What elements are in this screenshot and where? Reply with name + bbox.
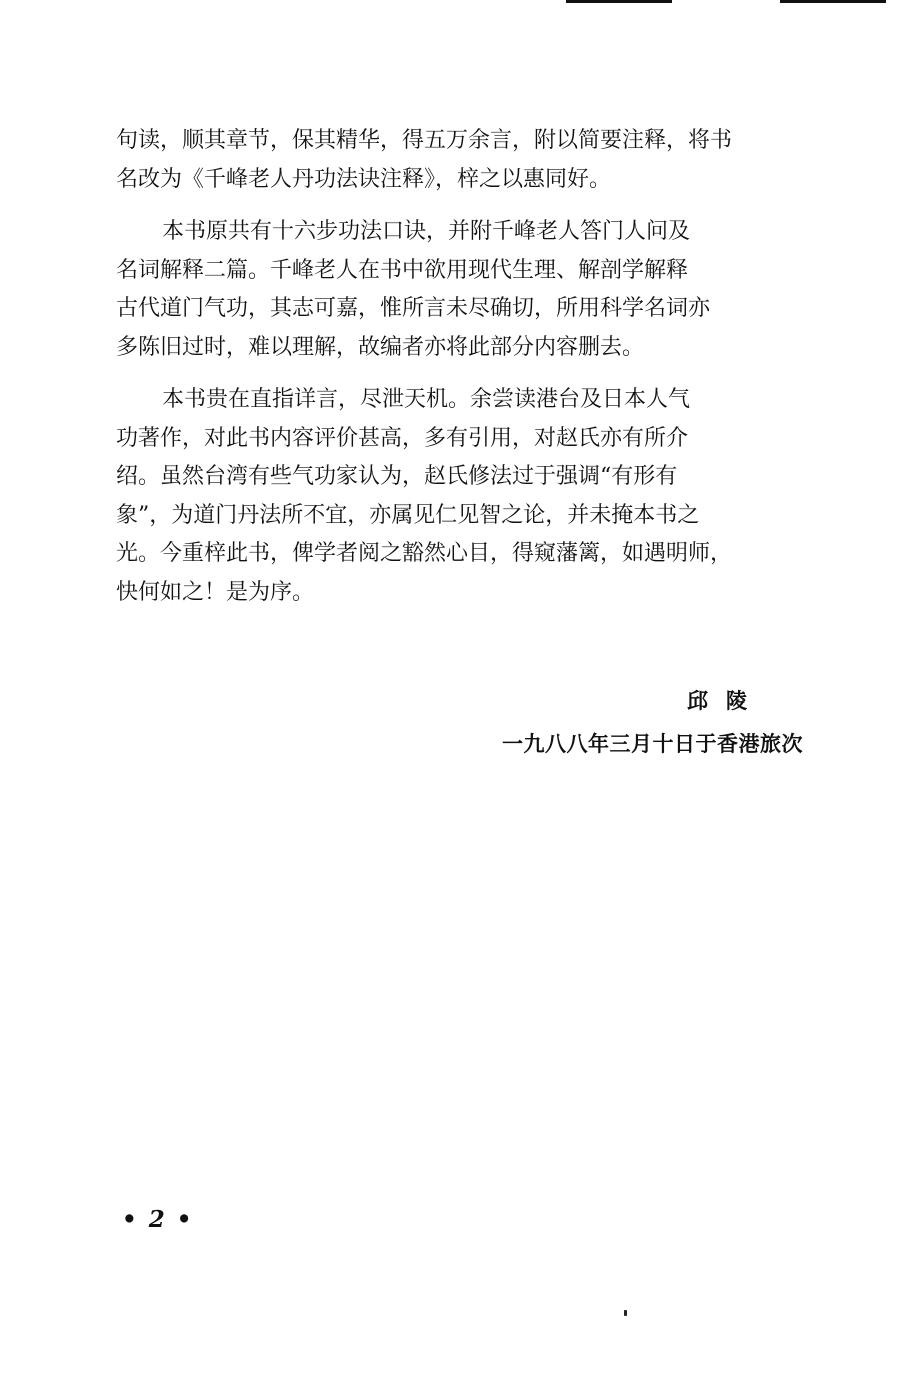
text-line: 本书贵在直指详言，尽泄天机。余尝读港台及日本人气 (162, 387, 691, 412)
text-line: 名改为《千峰老人丹功法诀注释》，梓之以惠同好。 (116, 166, 612, 192)
top-rule-left (566, 0, 672, 3)
signature-date: 一九八八年三月十日于香港旅次 (502, 731, 803, 756)
scan-mark (624, 1310, 627, 1316)
signature-author: 邱陵 (687, 688, 765, 713)
paragraph-2 (116, 213, 806, 367)
text-line: 句读，顺其章节，保其精华，得五万余言，附以简要注释，将书 (116, 128, 733, 153)
top-rule-right (780, 0, 886, 3)
page-number: • 2 • (122, 1206, 194, 1233)
text-line: 光。今重梓此书，俾学者阅之豁然心目，得窥藩篱，如遇明师， (116, 541, 733, 566)
text-line: 功著作，对此书内容评价甚高，多有引用，对赵氏亦有所介 (116, 425, 689, 451)
text-line: 古代道门气功，其志可嘉，惟所言未尽确切，所用科学名词亦 (116, 296, 711, 321)
paragraph-3 (116, 381, 806, 612)
text-line: 绍。虽然台湾有些气功家认为，赵氏修法过于强调“有形有 (116, 464, 678, 489)
text-line: 象”，为道门丹法所不宜，亦属见仁见智之论，并未掩本书之 (116, 502, 700, 528)
text-line: 名词解释二篇。千峰老人在书中欲用现代生理、解剖学解释 (116, 257, 689, 283)
preface-body (116, 122, 806, 612)
paragraph-1 (116, 122, 806, 199)
text-line: 本书原共有十六步功法口诀，并附千峰老人答门人问及 (162, 219, 691, 244)
text-line: 快何如之！是为序。 (116, 579, 315, 605)
text-line: 多陈旧过时，难以理解，故编者亦将此部分内容删去。 (116, 334, 645, 360)
